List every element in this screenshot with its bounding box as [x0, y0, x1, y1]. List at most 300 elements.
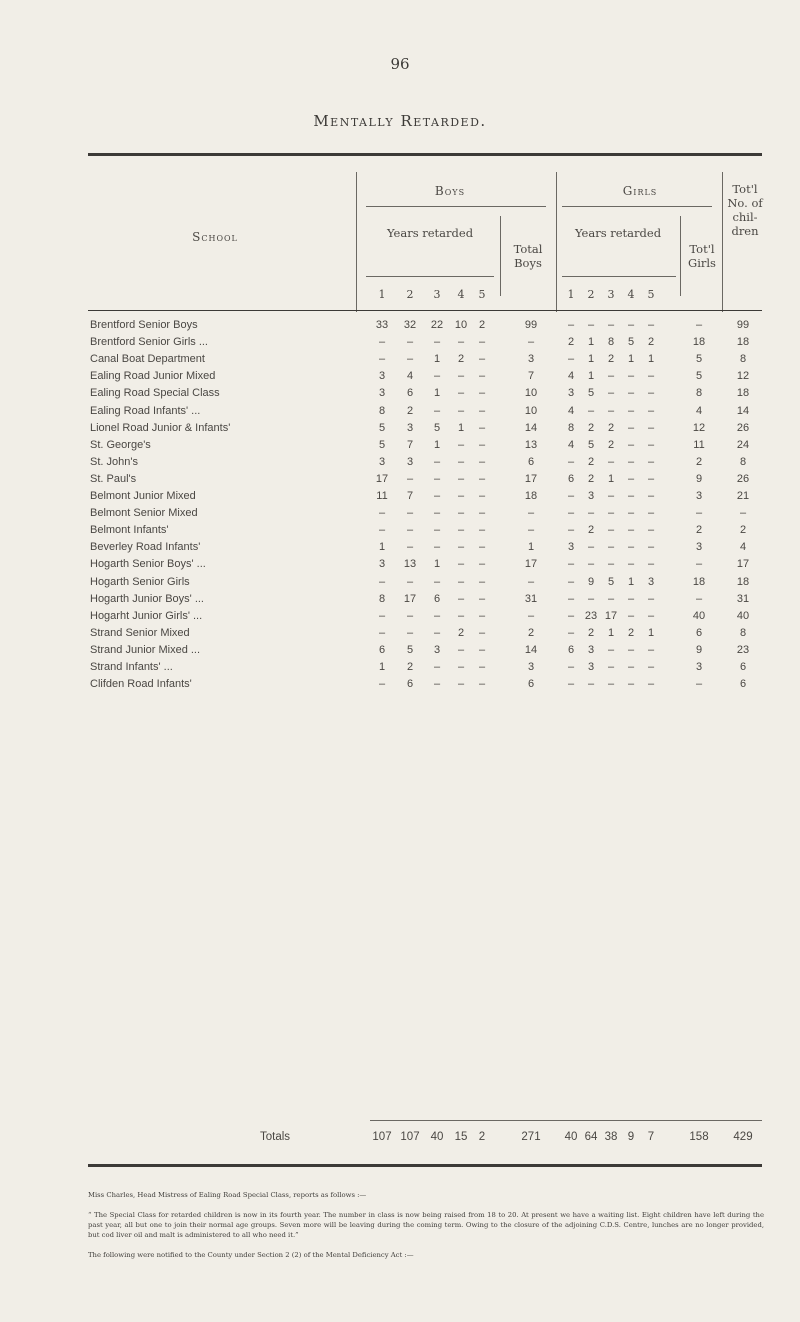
boys-year-cell: –	[378, 336, 386, 349]
boys-year-cell: –	[433, 490, 441, 502]
girls-year-cell: –	[607, 490, 615, 502]
table-row	[0, 507, 800, 523]
boys-year-cell: –	[406, 609, 414, 622]
girls-year-cell: –	[567, 609, 575, 622]
totals-girls-year-cell: 40	[564, 1131, 578, 1143]
boys-year-cell: 6	[406, 678, 414, 691]
girls-year-cell: 6	[567, 643, 575, 656]
total-girls-cell: –	[695, 558, 703, 571]
girls-year-cell: 6	[567, 472, 575, 485]
school-name: Strand Senior Mixed	[90, 626, 190, 639]
boys-year-cell: –	[478, 455, 486, 468]
boys-year-cell: 8	[378, 592, 386, 605]
school-name: Hogarht Junior Girls' ...	[90, 609, 203, 622]
boys-year-cell: 1	[433, 353, 441, 366]
totals-girls-year-cell: 9	[627, 1131, 635, 1143]
total-boys-cell: 10	[524, 387, 538, 400]
paragraph-notified: The following were notified to the County under Section 2 (2) of the Mental Deficiency Act :—	[88, 1251, 414, 1259]
boys-year-cell: 7	[406, 490, 414, 502]
school-name: St. George's	[90, 438, 151, 451]
girls-year-cell: 2	[587, 421, 595, 434]
boys-year-cell: –	[478, 404, 486, 417]
boys-year-cell: –	[406, 353, 414, 366]
boys-year-cell: –	[406, 626, 414, 639]
total-children-cell: –	[739, 507, 747, 520]
total-boys-cell: –	[527, 336, 535, 349]
boys-year-1-header: 1	[378, 288, 386, 301]
total-boys-cell: 17	[524, 472, 538, 485]
table-row	[0, 576, 800, 592]
boys-year-cell: 17	[375, 472, 389, 485]
totals-girls-cell: 158	[689, 1131, 709, 1143]
boys-year-cell: –	[433, 609, 441, 622]
totals-boys-year-cell: 2	[478, 1131, 486, 1143]
girls-year-cell: 2	[587, 626, 595, 639]
header-bottom-rule	[88, 310, 762, 311]
total-children-cell: 40	[736, 609, 750, 622]
girls-year-cell: –	[567, 490, 575, 502]
boys-year-cell: –	[433, 472, 441, 485]
total-children-cell: 17	[736, 558, 750, 571]
girls-year-cell: –	[627, 404, 635, 417]
totals-girls-year-cell: 7	[647, 1131, 655, 1143]
totals-boys-year-cell: 107	[400, 1131, 420, 1143]
table-row	[0, 524, 800, 540]
boys-year-cell: 5	[433, 421, 441, 434]
boys-year-cell: –	[457, 661, 465, 673]
girls-year-cell: –	[647, 490, 655, 502]
table-row	[0, 387, 800, 403]
girls-year-cell: –	[567, 353, 575, 366]
girls-year-cell: 3	[567, 387, 575, 400]
girls-year-cell: –	[647, 643, 655, 656]
girls-year-cell: –	[587, 507, 595, 520]
total-girls-cell: 2	[695, 455, 703, 468]
boys-year-cell: 7	[406, 438, 414, 451]
total-children-cell: 21	[736, 490, 750, 502]
total-girls-cell: 6	[695, 626, 703, 639]
totals-boys-cell: 271	[521, 1131, 541, 1143]
boys-year-cell: 4	[406, 370, 414, 383]
boys-year-cell: 8	[378, 404, 386, 417]
boys-year-cell: –	[457, 387, 465, 400]
boys-year-cell: –	[478, 438, 486, 451]
girls-year-cell: –	[587, 678, 595, 691]
girls-year-cell: 1	[587, 370, 595, 383]
girls-year-cell: –	[607, 319, 615, 331]
girls-year-cell: 5	[587, 438, 595, 451]
total-boys-cell: 6	[527, 678, 535, 691]
girls-year-cell: –	[627, 438, 635, 451]
girls-year-cell: 2	[587, 472, 595, 485]
total-girls-cell: 2	[695, 524, 703, 537]
school-name: Hogarth Senior Girls	[90, 575, 190, 588]
girls-year-cell: –	[627, 643, 635, 656]
boys-year-cell: 2	[457, 626, 465, 639]
girls-year-cell: –	[607, 524, 615, 537]
girls-year-cell: –	[627, 472, 635, 485]
girls-year-cell: –	[627, 421, 635, 434]
total-children-cell: 24	[736, 438, 750, 451]
boys-year-cell: –	[478, 336, 486, 349]
girls-year-cell: 4	[567, 438, 575, 451]
table-row	[0, 490, 800, 506]
total-children-cell: 14	[736, 404, 750, 417]
page-number: 96	[390, 55, 410, 73]
girls-year-cell: –	[647, 404, 655, 417]
girls-year-cell: –	[587, 319, 595, 331]
total-girls-cell: –	[695, 319, 703, 331]
total-boys-cell: 14	[524, 421, 538, 434]
girls-year-cell: 4	[567, 404, 575, 417]
girls-year-cell: –	[647, 541, 655, 554]
boys-year-cell: –	[478, 609, 486, 622]
boys-year-cell: –	[478, 575, 486, 588]
girls-year-cell: –	[627, 319, 635, 331]
boys-year-cell: 3	[378, 455, 386, 468]
total-boys-cell: 14	[524, 643, 538, 656]
boys-year-cell: –	[457, 370, 465, 383]
boys-year-cell: –	[478, 524, 486, 537]
boys-year-cell: –	[406, 524, 414, 537]
girls-year-cell: –	[647, 609, 655, 622]
girls-year-cell: –	[607, 404, 615, 417]
girls-year-cell: –	[647, 421, 655, 434]
girls-year-cell: –	[587, 558, 595, 571]
school-name: Brentford Senior Girls ...	[90, 336, 208, 349]
girls-year-cell: 23	[584, 609, 598, 622]
boys-year-cell: 3	[406, 455, 414, 468]
girls-year-cell: 5	[627, 336, 635, 349]
school-name: Lionel Road Junior & Infants'	[90, 421, 231, 434]
girls-year-4-header: 4	[627, 288, 635, 301]
school-name: Clifden Road Infants'	[90, 678, 192, 691]
header-total-boys: Total Boys	[513, 242, 543, 270]
header-totl-children: Tot'l No. of chil-dren	[727, 182, 763, 238]
total-children-cell: 6	[739, 661, 747, 673]
girls-year-cell: 1	[607, 472, 615, 485]
table-row	[0, 439, 800, 455]
boys-year-cell: –	[433, 455, 441, 468]
total-children-cell: 4	[739, 541, 747, 554]
header-girls-years-retarded: Years retarded	[574, 226, 662, 240]
boys-year-cell: –	[457, 643, 465, 656]
totals-boys-year-cell: 40	[430, 1131, 444, 1143]
girls-year-cell: –	[627, 455, 635, 468]
table-row	[0, 610, 800, 626]
total-boys-cell: 18	[524, 490, 538, 502]
girls-year-cell: –	[567, 678, 575, 691]
total-boys-cell: 3	[527, 661, 535, 673]
girls-year-cell: 2	[607, 438, 615, 451]
school-name: Ealing Road Infants' ...	[90, 404, 201, 417]
totals-boys-year-cell: 107	[372, 1131, 392, 1143]
boys-year-5-header: 5	[478, 288, 486, 301]
total-girls-cell: 18	[692, 336, 706, 349]
paragraph-quote: “ The Special Class for retarded children is now in its fourth year. The number in class is now being raised from 18 to 20. At present we have a waiting list. Eight children have left during the past year, all but one to join their normal age groups. Seven more will be leaving during the coming term. Owing to the closure of the adjoining C.D.S. Centre, lunches are no longer provided, but cod liver oil and malt is administered to all who need it.”	[88, 1211, 764, 1240]
total-girls-cell: –	[695, 507, 703, 520]
boys-year-cell: –	[478, 558, 486, 571]
girls-year-cell: –	[647, 592, 655, 605]
boys-year-4-header: 4	[457, 288, 465, 301]
girls-year-cell: –	[627, 507, 635, 520]
school-name: Belmont Senior Mixed	[90, 507, 198, 520]
girls-year-cell: 4	[567, 370, 575, 383]
girls-year-cell: 9	[587, 575, 595, 588]
boys-year-cell: 32	[403, 319, 417, 331]
girls-year-cell: 3	[587, 490, 595, 502]
girls-year-cell: –	[627, 490, 635, 502]
total-children-cell: 26	[736, 472, 750, 485]
section-title: Mentally Retarded.	[313, 112, 487, 130]
girls-year-cell: 2	[627, 626, 635, 639]
total-girls-cell: 11	[693, 438, 705, 451]
boys-year-cell: –	[378, 353, 386, 366]
girls-year-cell: 1	[587, 336, 595, 349]
table-bottom-rule	[88, 1164, 762, 1167]
total-girls-cell: 12	[692, 421, 706, 434]
totals-boys-year-cell: 15	[454, 1131, 468, 1143]
boys-year-cell: 2	[478, 319, 486, 331]
table-row	[0, 644, 800, 660]
girls-year-2-header: 2	[587, 288, 595, 301]
total-girls-cell: 9	[695, 472, 703, 485]
girls-year-cell: –	[647, 558, 655, 571]
girls-year-cell: –	[567, 626, 575, 639]
girls-year-cell: 3	[587, 643, 595, 656]
boys-year-cell: –	[457, 609, 465, 622]
girls-year-cell: 5	[607, 575, 615, 588]
girls-year-cell: –	[627, 387, 635, 400]
boys-year-cell: –	[478, 592, 486, 605]
total-boys-cell: 10	[524, 404, 538, 417]
table-row	[0, 456, 800, 472]
girls-year-cell: 17	[604, 609, 618, 622]
total-girls-cell: 3	[695, 541, 703, 554]
totals-girls-year-cell: 64	[584, 1131, 598, 1143]
boys-year-cell: –	[457, 558, 465, 571]
boys-year-cell: –	[457, 592, 465, 605]
total-boys-cell: 3	[527, 353, 535, 366]
girls-year-cell: 2	[567, 336, 575, 349]
total-children-cell: 18	[736, 387, 750, 400]
girls-year-cell: –	[607, 455, 615, 468]
boys-year-cell: –	[457, 404, 465, 417]
boys-year-cell: 22	[430, 319, 444, 331]
boys-year-cell: –	[433, 336, 441, 349]
girls-year-cell: –	[627, 678, 635, 691]
girls-year-cell: –	[567, 524, 575, 537]
school-name: St. John's	[90, 455, 138, 468]
school-name: Hogarth Junior Boys' ...	[90, 592, 204, 605]
boys-year-cell: 6	[378, 643, 386, 656]
totals-girls-year-cell: 38	[604, 1131, 618, 1143]
boys-year-cell: –	[457, 524, 465, 537]
girls-year-cell: –	[647, 438, 655, 451]
school-name: Belmont Junior Mixed	[90, 490, 196, 502]
girls-year-cell: –	[647, 387, 655, 400]
boys-year-cell: –	[433, 575, 441, 588]
boys-year-cell: 5	[406, 643, 414, 656]
boys-year-cell: 2	[457, 353, 465, 366]
boys-year-cell: –	[457, 490, 465, 502]
girls-year-cell: –	[607, 661, 615, 673]
boys-year-cell: 17	[403, 592, 417, 605]
girls-year-cell: –	[587, 541, 595, 554]
boys-year-cell: –	[433, 404, 441, 417]
total-children-cell: 23	[736, 643, 750, 656]
boys-year-cell: 1	[433, 387, 441, 400]
girls-year-cell: –	[647, 319, 655, 331]
boys-year-cell: 5	[378, 421, 386, 434]
total-children-cell: 8	[739, 353, 747, 366]
girls-year-cell: –	[627, 524, 635, 537]
table-row	[0, 593, 800, 609]
girls-year-cell: –	[647, 472, 655, 485]
table-row	[0, 627, 800, 643]
total-boys-cell: 6	[527, 455, 535, 468]
table-row	[0, 558, 800, 574]
girls-year-cell: –	[627, 609, 635, 622]
boys-year-cell: –	[406, 472, 414, 485]
boys-year-cell: –	[478, 370, 486, 383]
boys-year-cell: 1	[457, 421, 465, 434]
total-girls-cell: 8	[695, 387, 703, 400]
boys-year-cell: 2	[406, 661, 414, 673]
boys-year-cell: 3	[406, 421, 414, 434]
girls-year-cell: –	[607, 592, 615, 605]
boys-year-cell: –	[378, 507, 386, 520]
total-girls-cell: –	[695, 592, 703, 605]
school-name: Strand Infants' ...	[90, 661, 173, 673]
boys-year-cell: 10	[454, 319, 468, 331]
total-girls-cell: –	[695, 678, 703, 691]
boys-year-cell: 1	[433, 558, 441, 571]
totals-rule	[370, 1120, 762, 1121]
total-children-cell: 8	[739, 455, 747, 468]
boys-year-cell: –	[406, 541, 414, 554]
total-boys-cell: –	[527, 575, 535, 588]
school-name: Beverley Road Infants'	[90, 541, 201, 554]
girls-year-cell: 2	[587, 455, 595, 468]
table-top-rule	[88, 153, 762, 156]
girls-year-cell: –	[567, 592, 575, 605]
girls-year-cell: 2	[607, 421, 615, 434]
girls-year-cell: 8	[567, 421, 575, 434]
girls-year-cell: –	[647, 507, 655, 520]
boys-year-cell: –	[406, 336, 414, 349]
boys-year-cell: 1	[378, 661, 386, 673]
total-girls-cell: 40	[692, 609, 706, 622]
girls-year-cell: 1	[627, 353, 635, 366]
school-name: Ealing Road Junior Mixed	[90, 370, 216, 383]
boys-year-3-header: 3	[433, 288, 441, 301]
total-girls-cell: 5	[695, 353, 703, 366]
boys-year-cell: –	[406, 575, 414, 588]
girls-year-cell: –	[567, 319, 575, 331]
girls-year-cell: 1	[587, 353, 595, 366]
girls-year-cell: 5	[587, 387, 595, 400]
total-boys-cell: –	[527, 507, 535, 520]
girls-year-cell: 8	[607, 336, 615, 349]
boys-year-cell: –	[457, 507, 465, 520]
girls-year-cell: 2	[647, 336, 655, 349]
boys-year-cell: 3	[433, 643, 441, 656]
boys-year-cell: –	[457, 455, 465, 468]
boys-year-cell: –	[457, 575, 465, 588]
boys-year-cell: 3	[378, 387, 386, 400]
header-boys: Boys	[434, 184, 466, 198]
total-boys-cell: 31	[524, 592, 538, 605]
boys-year-cell: –	[433, 541, 441, 554]
girls-year-cell: –	[567, 558, 575, 571]
total-boys-cell: 13	[524, 438, 538, 451]
girls-year-cell: –	[647, 678, 655, 691]
girls-year-cell: –	[607, 643, 615, 656]
boys-year-cell: –	[378, 575, 386, 588]
table-row	[0, 473, 800, 489]
girls-year-cell: –	[627, 558, 635, 571]
girls-year-cell: 1	[607, 626, 615, 639]
boys-year-cell: 33	[375, 319, 389, 331]
total-boys-cell: 99	[524, 319, 538, 331]
total-boys-cell: 1	[527, 541, 535, 554]
total-children-cell: 26	[736, 421, 750, 434]
table-row	[0, 422, 800, 438]
total-boys-cell: –	[527, 524, 535, 537]
table-row	[0, 319, 800, 335]
girls-year-cell: 3	[587, 661, 595, 673]
boys-year-cell: –	[378, 626, 386, 639]
boys-year-cell: –	[433, 524, 441, 537]
table-row	[0, 678, 800, 694]
boys-year-cell: 1	[378, 541, 386, 554]
girls-year-1-header: 1	[567, 288, 575, 301]
total-children-cell: 31	[736, 592, 750, 605]
total-girls-cell: 9	[695, 643, 703, 656]
total-children-cell: 99	[736, 319, 750, 331]
boys-year-cell: –	[478, 661, 486, 673]
girls-year-cell: –	[647, 455, 655, 468]
total-boys-cell: –	[527, 609, 535, 622]
boys-year-cell: –	[478, 387, 486, 400]
boys-year-cell: –	[478, 490, 486, 502]
boys-year-cell: 13	[403, 558, 417, 571]
total-girls-cell: 3	[695, 661, 703, 673]
school-name: Ealing Road Special Class	[90, 387, 220, 400]
school-name: Belmont Infants'	[90, 524, 169, 537]
boys-year-cell: –	[378, 609, 386, 622]
boys-year-cell: –	[457, 438, 465, 451]
school-name: St. Paul's	[90, 472, 137, 485]
boys-year-cell: –	[457, 472, 465, 485]
girls-year-cell: –	[567, 507, 575, 520]
girls-year-cell: 1	[647, 626, 655, 639]
total-children-cell: 12	[736, 370, 750, 383]
girls-year-cell: –	[627, 592, 635, 605]
girls-year-cell: –	[607, 507, 615, 520]
total-children-cell: 18	[736, 336, 750, 349]
total-girls-cell: 5	[695, 370, 703, 383]
header-boys-years-retarded: Years retarded	[386, 226, 474, 240]
girls-year-cell: –	[627, 661, 635, 673]
boys-year-cell: –	[457, 336, 465, 349]
girls-year-cell: –	[607, 370, 615, 383]
girls-year-cell: 3	[647, 575, 655, 588]
total-girls-cell: 4	[695, 404, 703, 417]
header-girls: Girls	[622, 184, 658, 198]
boys-year-cell: 6	[433, 592, 441, 605]
